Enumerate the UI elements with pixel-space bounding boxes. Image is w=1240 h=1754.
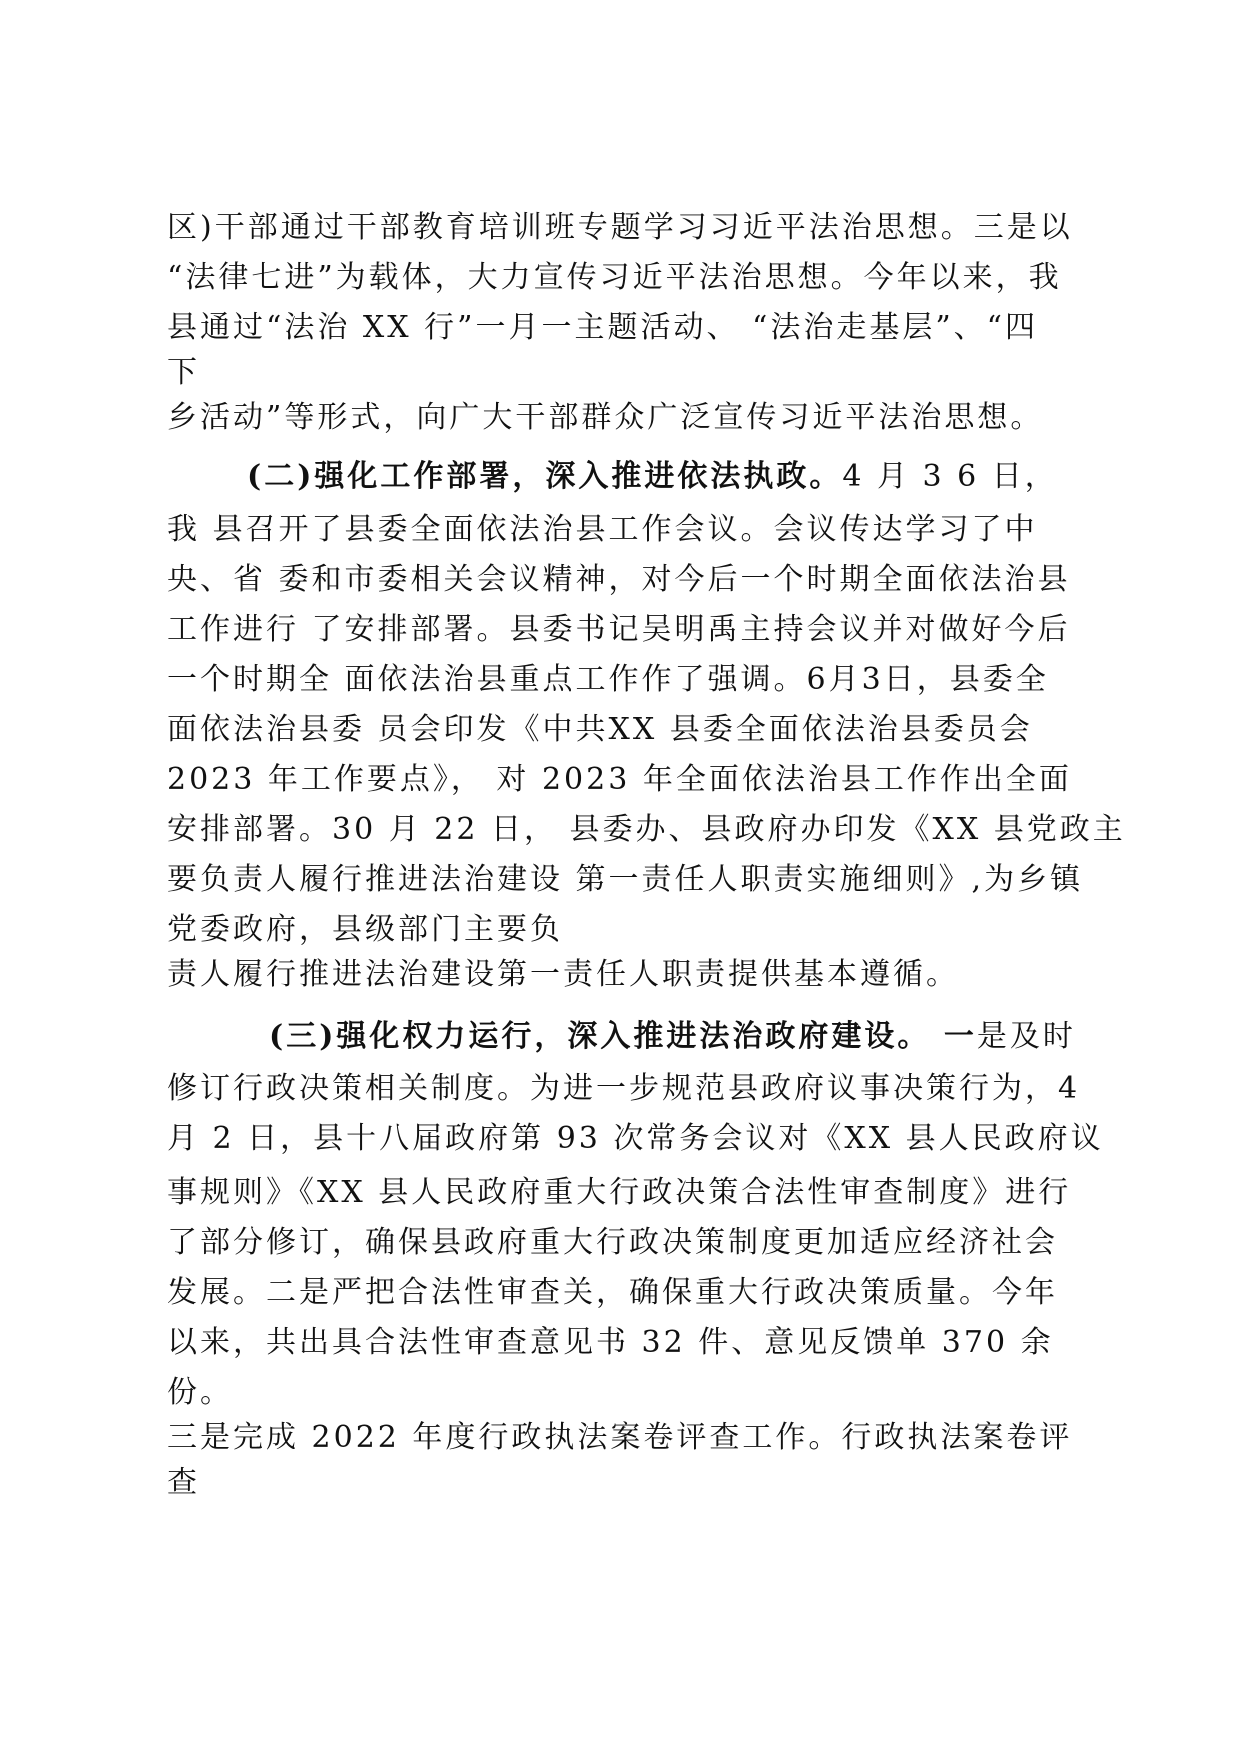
text-line: 乡活动”等形式，向广大干部群众广泛宣传习近平法治思想。 bbox=[167, 400, 1044, 435]
text-line: 要负责人履行推进法治建设 第一责任人职责实施细则》,为乡镇 bbox=[167, 862, 1084, 897]
text-line: 下 bbox=[167, 355, 200, 390]
text-line: 面依法治县委 员会印发《中共XX 县委全面依法治县委员会 bbox=[167, 712, 1033, 747]
section-heading-2-title: (二)强化工作部署，深入推进依法执政。 bbox=[247, 459, 843, 494]
text-line: 以来，共出具合法性审查意见书 32 件、意见反馈单 370 余 bbox=[167, 1325, 1054, 1360]
text-line: 修订行政决策相关制度。为进一步规范县政府议事决策行为，4 bbox=[167, 1071, 1081, 1106]
text-line: 三是完成 2022 年度行政执法案卷评查工作。行政执法案卷评 bbox=[167, 1420, 1073, 1455]
section-heading-3 bbox=[269, 1017, 1076, 1057]
text-line: 责人履行推进法治建设第一责任人职责提供基本遵循。 bbox=[167, 957, 959, 992]
section-heading-3-rest: 是及时 bbox=[976, 1019, 1076, 1054]
text-line: 安排部署。30 月 22 日， 县委办、县政府办印发《XX 县党政主 bbox=[167, 812, 1126, 847]
text-line: 2023 年工作要点》， 对 2023 年全面依法治县工作作出全面 bbox=[167, 762, 1072, 797]
text-line: 月 2 日，县十八届政府第 93 次常务会议对《XX 县人民政府议 bbox=[167, 1121, 1104, 1156]
text-line: 了部分修订，确保县政府重大行政决策制度更加适应经济社会 bbox=[167, 1225, 1058, 1260]
text-line: 发展。二是严把合法性审查关，确保重大行政决策质量。今年 bbox=[167, 1275, 1058, 1310]
text-line: 查 bbox=[167, 1465, 200, 1500]
section-heading-3-title: (三)强化权力运行，深入推进法治政府建设。 一 bbox=[269, 1019, 977, 1054]
text-line: 一个时期全 面依法治县重点工作作了强调。6月3日，县委全 bbox=[167, 662, 1049, 697]
text-line: 区)干部通过干部教育培训班专题学习习近平法治思想。三是以 bbox=[167, 210, 1073, 245]
text-line: 县通过“法治 XX 行”一月一主题活动、 “法治走基层”、“四 bbox=[167, 310, 1039, 345]
text-line: 事规则》《XX 县人民政府重大行政决策合法性审查制度》进行 bbox=[167, 1175, 1072, 1210]
text-line: 份。 bbox=[167, 1375, 233, 1410]
text-line: 央、省 委和市委相关会议精神，对今后一个时期全面依法治县 bbox=[167, 562, 1071, 597]
section-heading-2-date: 4 月 3 6 日， bbox=[842, 459, 1058, 494]
text-line: 我 县召开了县委全面依法治县工作会议。会议传达学习了中 bbox=[167, 512, 1038, 547]
text-line: 工作进行 了安排部署。县委书记吴明禹主持会议并对做好今后 bbox=[167, 612, 1071, 647]
text-line: “法律七进”为载体，大力宣传习近平法治思想。今年以来，我 bbox=[167, 260, 1062, 295]
section-heading-2 bbox=[247, 457, 1058, 497]
text-line: 党委政府，县级部门主要负 bbox=[167, 912, 563, 947]
